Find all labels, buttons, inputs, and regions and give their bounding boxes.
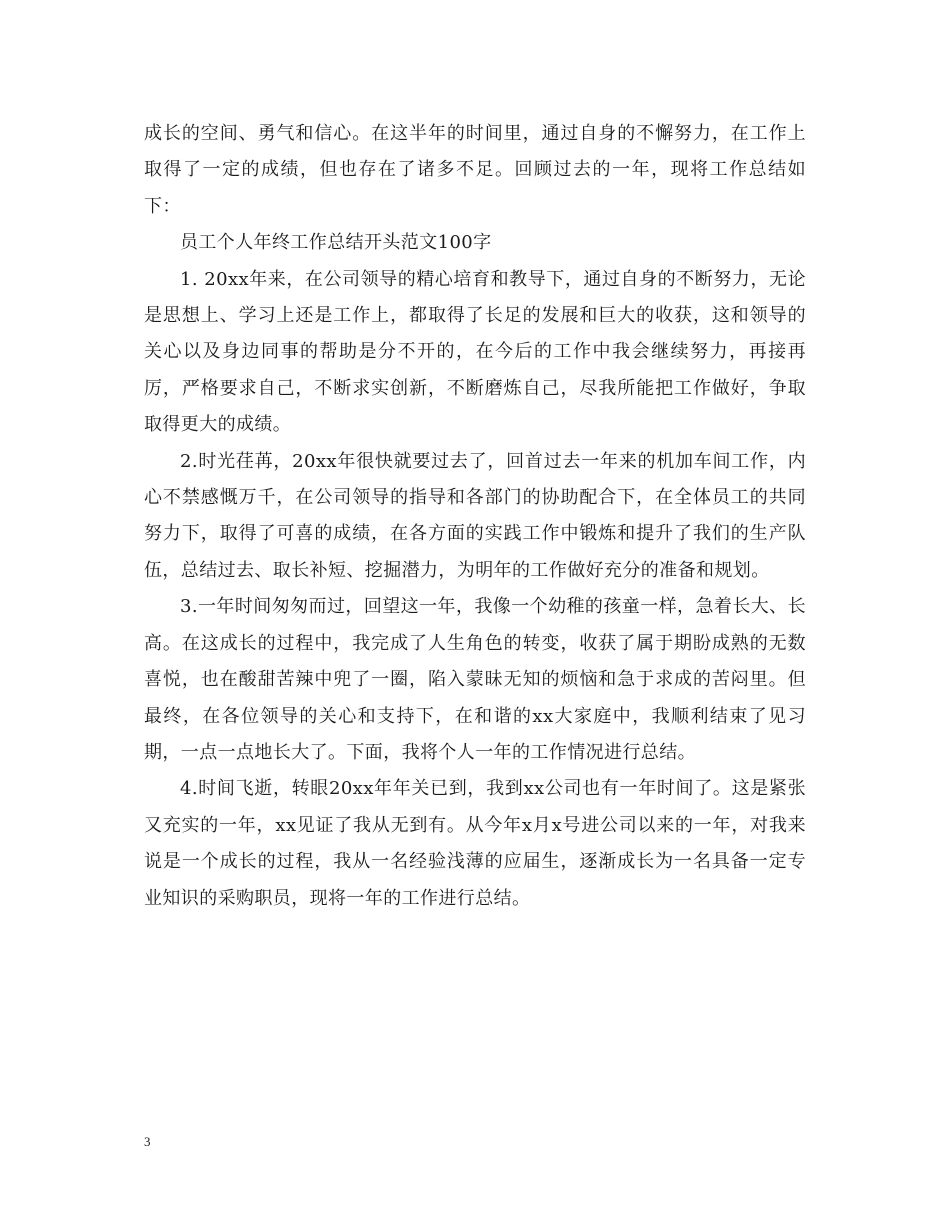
paragraph-2: 2.时光荏苒，20xx年很快就要过去了，回首过去一年来的机加车间工作，内心不禁感慨万千，在公司领导的指导和各部门的协助配合下，在全体员工的共同努力下，取得了可喜的成绩，在各方面的实践工作中锻炼和提升了我们的生产队伍，总结过去、取长补短、挖掘潜力，为明年的工作做好充分的准备和规划。 — [144, 450, 806, 581]
intro-paragraph: 成长的空间、勇气和信心。在这半年的时间里，通过自身的不懈努力，在工作上取得了一定的成绩，但也存在了诸多不足。回顾过去的一年，现将工作总结如下： — [144, 123, 806, 217]
paragraph-3: 3.一年时间匆匆而过，回望这一年，我像一个幼稚的孩童一样，急着长大、长高。在这成长的过程中，我完成了人生角色的转变，收获了属于期盼成熟的无数喜悦，也在酸甜苦辣中兜了一圈，陷入蒙昧无知的烦恼和急于求成的苦闷里。但最终，在各位领导的关心和支持下，在和谐的xx大家庭中，我顺利结束了见习期，一点一点地长大了。下面，我将个人一年的工作情况进行总结。 — [144, 596, 806, 763]
paragraph-1: 1. 20xx年来，在公司领导的精心培育和教导下，通过自身的不断努力，无论是思想上、学习上还是工作上，都取得了长足的发展和巨大的收获，这和领导的关心以及身边同事的帮助是分不开的，在今后的工作中我会继续努力，再接再厉，严格要求自己，不断求实创新，不断磨炼自己，尽我所能把工作做好，争取取得更大的成绩。 — [144, 268, 806, 436]
document-body — [144, 116, 806, 917]
section-heading: 员工个人年终工作总结开头范文100字 — [180, 232, 492, 254]
page-number: 3 — [144, 1134, 151, 1149]
paragraph-4: 4.时间飞逝，转眼20xx年年关已到，我到xx公司也有一年时间了。这是紧张又充实的一年，xx见证了我从无到有。从今年x月x号进公司以来的一年，对我来说是一个成长的过程，我从一名经验浅薄的应届生，逐渐成长为一名具备一定专业知识的采购职员，现将一年的工作进行总结。 — [144, 778, 806, 909]
